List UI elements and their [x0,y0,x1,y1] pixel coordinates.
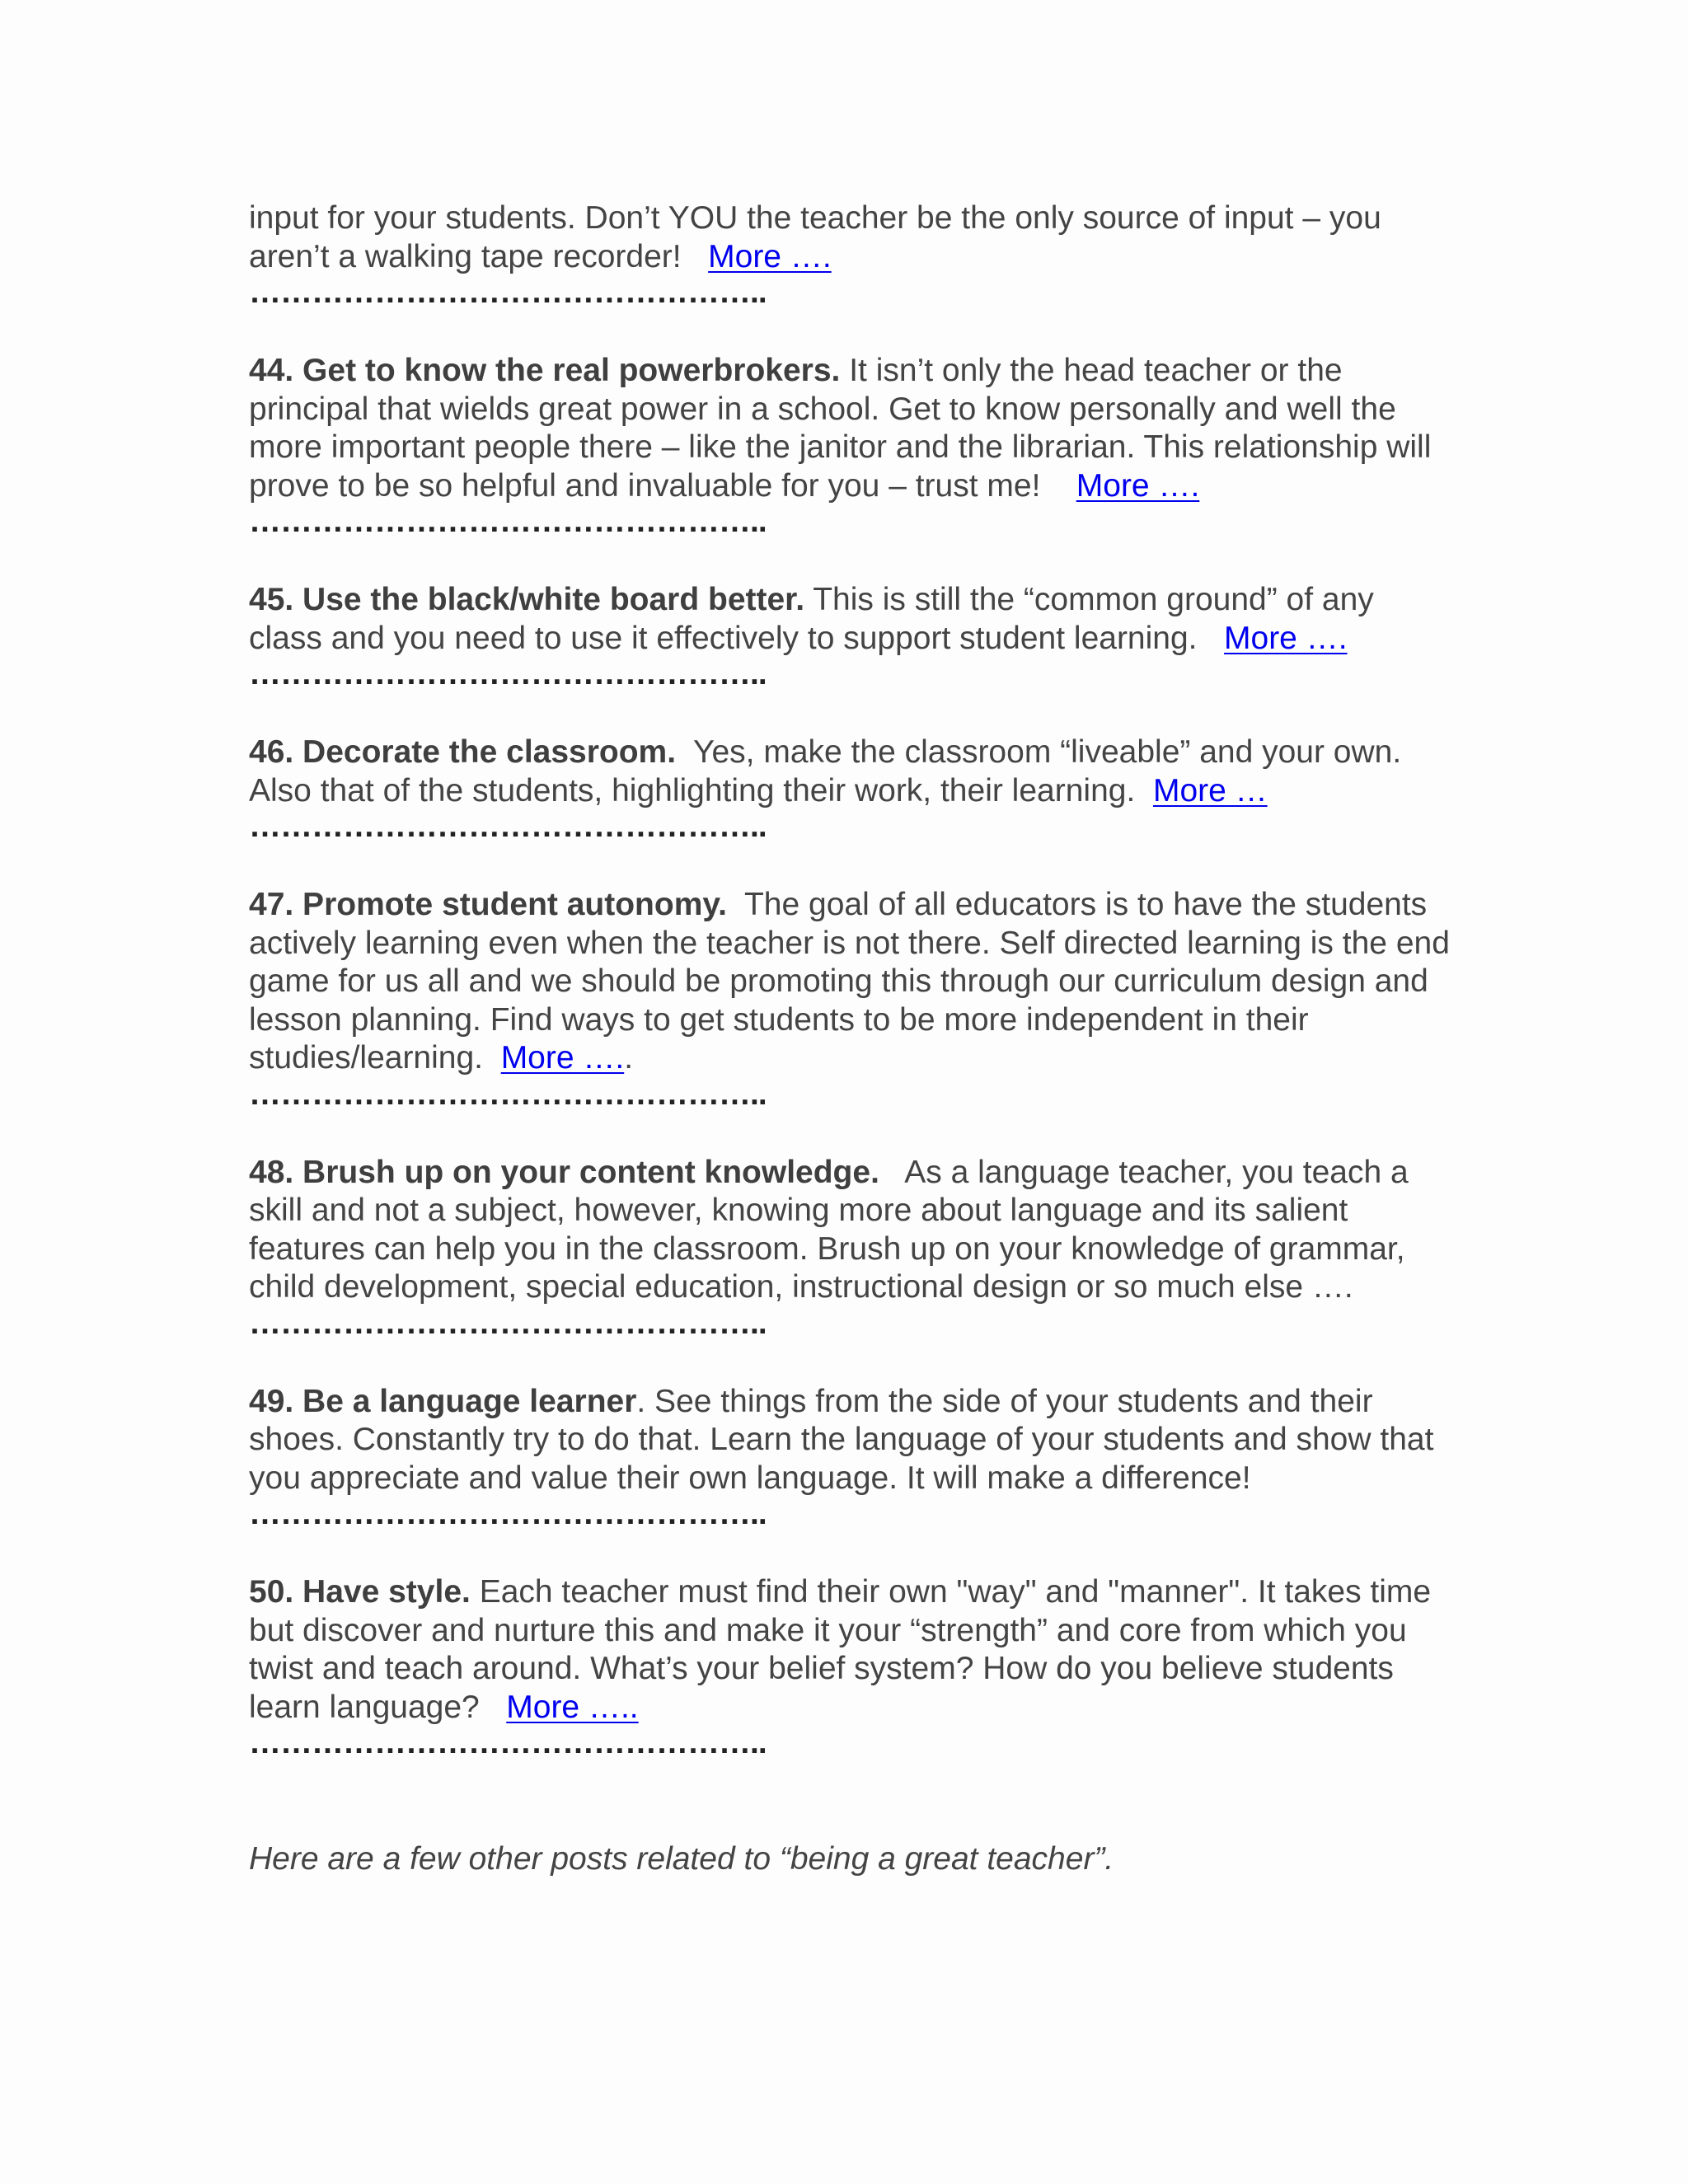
intro-paragraph [249,199,1452,276]
tip-body: The goal of all educators is to have the students actively learning even when the teacher is not there. Self directed learning is the end game for us all and we should be promoting this through our curriculum design and lesson planning. Find ways to get students to be more independent in their studies/learning. [249,887,1450,1076]
tip-title: 49. Be a language learner [249,1383,637,1419]
tip-body: This is still the “common ground” of any class and you need to use it effectively to support student learning. [249,582,1374,656]
tip-title: 44. Get to know the real powerbrokers. [249,353,841,388]
tip-45 [249,581,1452,696]
tip-title: 48. Brush up on your content knowledge. [249,1154,879,1190]
intro-more-link[interactable]: More …. [708,238,832,274]
document-page [249,199,1452,1879]
separator: ………………………………………….. [249,1305,767,1341]
tip-title: 47. Promote student autonomy. [249,887,728,922]
separator: ………………………………………….. [249,656,767,691]
separator: ………………………………………….. [249,808,767,844]
separator: ………………………………………….. [249,1076,767,1112]
tip-47-more-link[interactable]: More …. [500,1040,625,1076]
tip-body: Each teacher must find their own "way" and "manner". It takes time but discover and nurture this and make it your “strength” and core from which you twist and teach around. What’s your belief system? How do you believe students learn language? [249,1574,1432,1725]
intro-text: input for your students. Don’t YOU the teacher be the only source of input – you aren’t a walking tape recorder! [249,200,1381,274]
tip-47 [249,886,1452,1116]
tip-48 [249,1154,1452,1345]
tip-44 [249,352,1452,543]
tip-title: 45. Use the black/white board better. [249,582,805,617]
separator: ………………………………………….. [249,1496,767,1531]
tip-49 [249,1383,1452,1536]
tip-body: It isn’t only the head teacher or the principal that wields great power in a school. Get to know personally and well the more important people there – like the janitor and the librarian. This relationship will prove to be so helpful and invaluable for you – trust me! [249,353,1432,504]
tip-body: Yes, make the classroom “liveable” and your own. Also that of the students, highlighting their work, their learning. [249,734,1402,808]
tip-50 [249,1573,1452,1765]
outro-text: Here are a few other posts related to “being a great teacher”. [249,1841,1114,1877]
tip-46-more-link[interactable]: More … [1152,772,1268,808]
separator: ………………………………………….. [249,504,767,539]
tip-title: 50. Have style. [249,1574,471,1610]
tip-50-more-link[interactable]: More ….. [506,1689,639,1725]
tip-body: . See things from the side of your students and their shoes. Constantly try to do that. Learn the language of your students and show that you appreciate and value their own language. It will make a difference! [249,1383,1434,1496]
tip-title: 46. Decorate the classroom. [249,734,677,770]
tip-body: As a language teacher, you teach a skill and not a subject, however, knowing more about language and its salient features can help you in the classroom. Brush up on your knowledge of grammar, child development, special education, instructional design or so much else …. [249,1154,1409,1305]
tip-46 [249,733,1452,848]
separator: ………………………………………….. [249,1725,767,1760]
separator: ………………………………………….. [249,274,767,310]
tip-44-more-link[interactable]: More …. [1076,467,1200,504]
tip-trailing-text: . [624,1040,634,1076]
tip-45-more-link[interactable]: More …. [1224,620,1348,656]
